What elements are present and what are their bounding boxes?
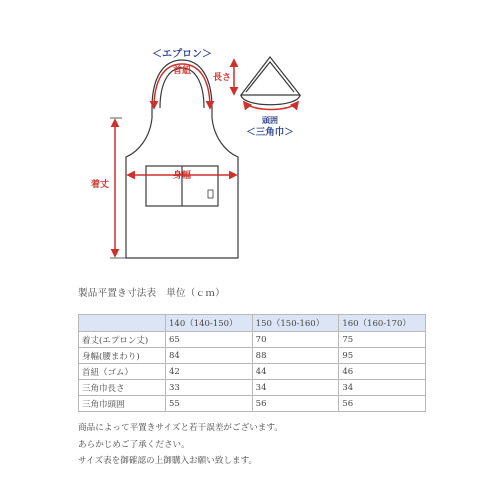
row-label: 着丈(エプロン丈) bbox=[79, 332, 166, 348]
kerchief-head-label: 頭囲 bbox=[262, 116, 278, 125]
column-header: 160（160-170） bbox=[339, 315, 426, 332]
table-cell: 95 bbox=[339, 348, 426, 364]
table-cell: 70 bbox=[252, 332, 339, 348]
table-cell: 44 bbox=[252, 364, 339, 380]
body-width-label: 身幅 bbox=[172, 171, 192, 181]
table-header-row bbox=[79, 315, 426, 332]
total-length-label: 着丈 bbox=[90, 180, 110, 190]
table-cell: 34 bbox=[252, 380, 339, 396]
table-cell: 34 bbox=[339, 380, 426, 396]
column-header: 150（150-160） bbox=[252, 315, 339, 332]
note-line: あらかじめご了承ください。 bbox=[78, 439, 190, 450]
table-cell: 33 bbox=[166, 380, 253, 396]
apron-illustration bbox=[126, 60, 238, 258]
table-cell: 75 bbox=[339, 332, 426, 348]
apron-title: ＜エプロン＞ bbox=[152, 49, 212, 60]
row-label: 身幅(腰まわり) bbox=[79, 348, 166, 364]
table-cell: 55 bbox=[166, 396, 253, 412]
table-caption: 製品平置き寸法表 単位（ｃｍ） bbox=[78, 288, 226, 299]
table-row bbox=[79, 332, 426, 348]
kerchief-length-label: 長さ bbox=[212, 73, 232, 83]
row-label: 三角巾長さ bbox=[79, 380, 166, 396]
note-line: サイズ表を御確認の上御購入お願い致します。 bbox=[78, 456, 258, 466]
table-cell: 42 bbox=[166, 364, 253, 380]
table-row bbox=[79, 348, 426, 364]
table-row bbox=[79, 380, 426, 396]
row-label: 首紐（ゴム） bbox=[79, 364, 166, 380]
table-row bbox=[79, 364, 426, 380]
size-notes bbox=[78, 420, 283, 470]
table-cell: 56 bbox=[252, 396, 339, 412]
table-cell: 46 bbox=[339, 364, 426, 380]
neck-strap-label: 首紐 bbox=[172, 66, 192, 76]
table-cell: 65 bbox=[166, 332, 253, 348]
kerchief-illustration bbox=[241, 57, 300, 105]
note-line: 商品によって平置きサイズと若干誤差がございます。 bbox=[78, 423, 283, 433]
table-cell: 88 bbox=[252, 348, 339, 364]
row-label: 三角巾頭囲 bbox=[79, 396, 166, 412]
size-table bbox=[78, 314, 426, 412]
table-corner-cell bbox=[79, 315, 166, 332]
kerchief-title: ＜三角巾＞ bbox=[246, 127, 294, 138]
column-header: 140（140-150） bbox=[166, 315, 253, 332]
table-cell: 56 bbox=[339, 396, 426, 412]
table-cell: 84 bbox=[166, 348, 253, 364]
table-row bbox=[79, 396, 426, 412]
